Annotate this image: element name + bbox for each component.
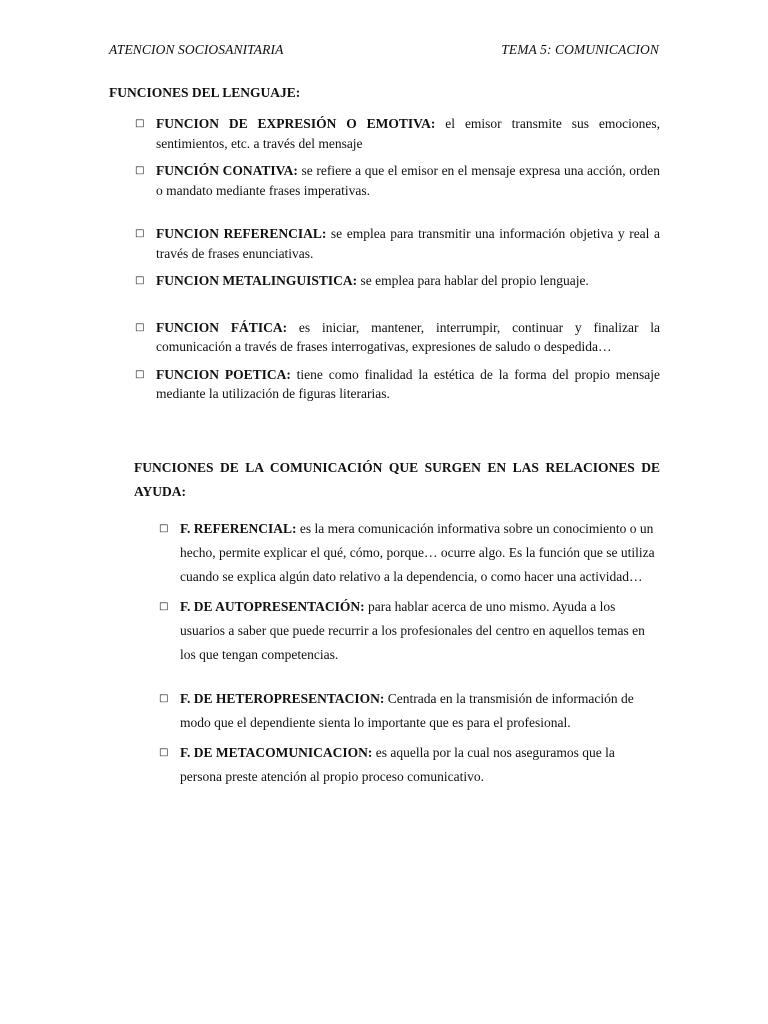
- item-term: FUNCION FÁTICA:: [156, 319, 288, 335]
- item-text: es aquella por la cual nos aseguramos que la persona preste atención al propio proceso comunicativo.: [180, 745, 615, 784]
- list-item: [158, 595, 658, 667]
- item-text: se emplea para hablar del propio lenguaje.: [357, 273, 589, 288]
- page-header: [109, 42, 659, 58]
- funciones-comunicacion-list: [158, 517, 658, 789]
- header-right: TEMA 5: COMUNICACION: [501, 42, 659, 57]
- header-left: ATENCION SOCIOSANITARIA: [109, 42, 284, 57]
- item-term: F. DE METACOMUNICACION:: [180, 745, 373, 760]
- item-text: es la mera comunicación informativa sobre un conocimiento o un hecho, permite explicar el qué, cómo, porque… ocurre algo. Es la función que se utiliza cuando se explica algún dato relativo a la dependencia, o como hacer una actividad…: [180, 521, 655, 584]
- item-term: F. DE AUTOPRESENTACIÓN:: [180, 599, 365, 614]
- list-item: [158, 517, 658, 589]
- item-text: se refiere a que el emisor en el mensaje expresa una acción, orden o mandato mediante frases imperativas.: [156, 163, 660, 198]
- list-item: [134, 365, 660, 404]
- list-item: [134, 271, 660, 291]
- item-text: el emisor transmite sus emociones, sentimientos, etc. a través del mensaje: [156, 116, 660, 151]
- item-text: se emplea para transmitir una información objetiva y real a través de frases enunciativas.: [156, 226, 660, 261]
- item-term: FUNCION METALINGUISTICA:: [156, 273, 358, 288]
- section-title-funciones-comunicacion: FUNCIONES DE LA COMUNICACIÓN QUE SURGEN EN LAS RELACIONES DE AYUDA:: [134, 460, 660, 499]
- square-bullet-icon: □: [135, 228, 145, 239]
- square-bullet-icon: □: [159, 601, 169, 612]
- square-bullet-icon: □: [159, 693, 169, 704]
- item-text: es iniciar, mantener, interrumpir, continuar y finalizar la comunicación a través de frases interrogativas, expresiones de saludo o despedida…: [156, 319, 660, 354]
- item-term: FUNCIÓN CONATIVA:: [156, 163, 298, 178]
- square-bullet-icon: □: [135, 368, 145, 380]
- square-bullet-icon: □: [159, 523, 169, 534]
- item-term: F. DE HETEROPRESENTACION:: [180, 691, 385, 706]
- item-text: para hablar acerca de uno mismo. Ayuda a los usuarios a saber que puede recurrir a los profesionales del centro en aquellos temas en los que tengan competencias.: [180, 599, 645, 662]
- item-term: F. REFERENCIAL:: [180, 521, 297, 536]
- list-item: [158, 687, 658, 735]
- square-bullet-icon: □: [159, 747, 169, 758]
- item-text: Centrada en la transmisión de información de modo que el dependiente sienta lo importante que es para el profesional.: [180, 691, 634, 730]
- item-text: tiene como finalidad la estética de la forma del propio mensaje mediante la utilización de figuras literarias.: [156, 366, 660, 401]
- item-term: FUNCION POETICA:: [156, 366, 291, 382]
- item-term: FUNCION REFERENCIAL:: [156, 226, 327, 241]
- square-bullet-icon: □: [135, 165, 145, 176]
- list-item: [134, 161, 660, 200]
- item-term: FUNCION DE EXPRESIÓN O EMOTIVA:: [156, 116, 436, 131]
- list-item: [134, 318, 660, 357]
- section-title-funciones-lenguaje: FUNCIONES DEL LENGUAJE:: [109, 85, 301, 100]
- square-bullet-icon: □: [135, 118, 145, 129]
- list-item: [134, 224, 660, 263]
- list-item: [134, 114, 660, 153]
- list-item: [158, 741, 658, 789]
- funciones-lenguaje-list: [134, 114, 660, 404]
- square-bullet-icon: □: [135, 275, 145, 286]
- square-bullet-icon: □: [135, 321, 145, 333]
